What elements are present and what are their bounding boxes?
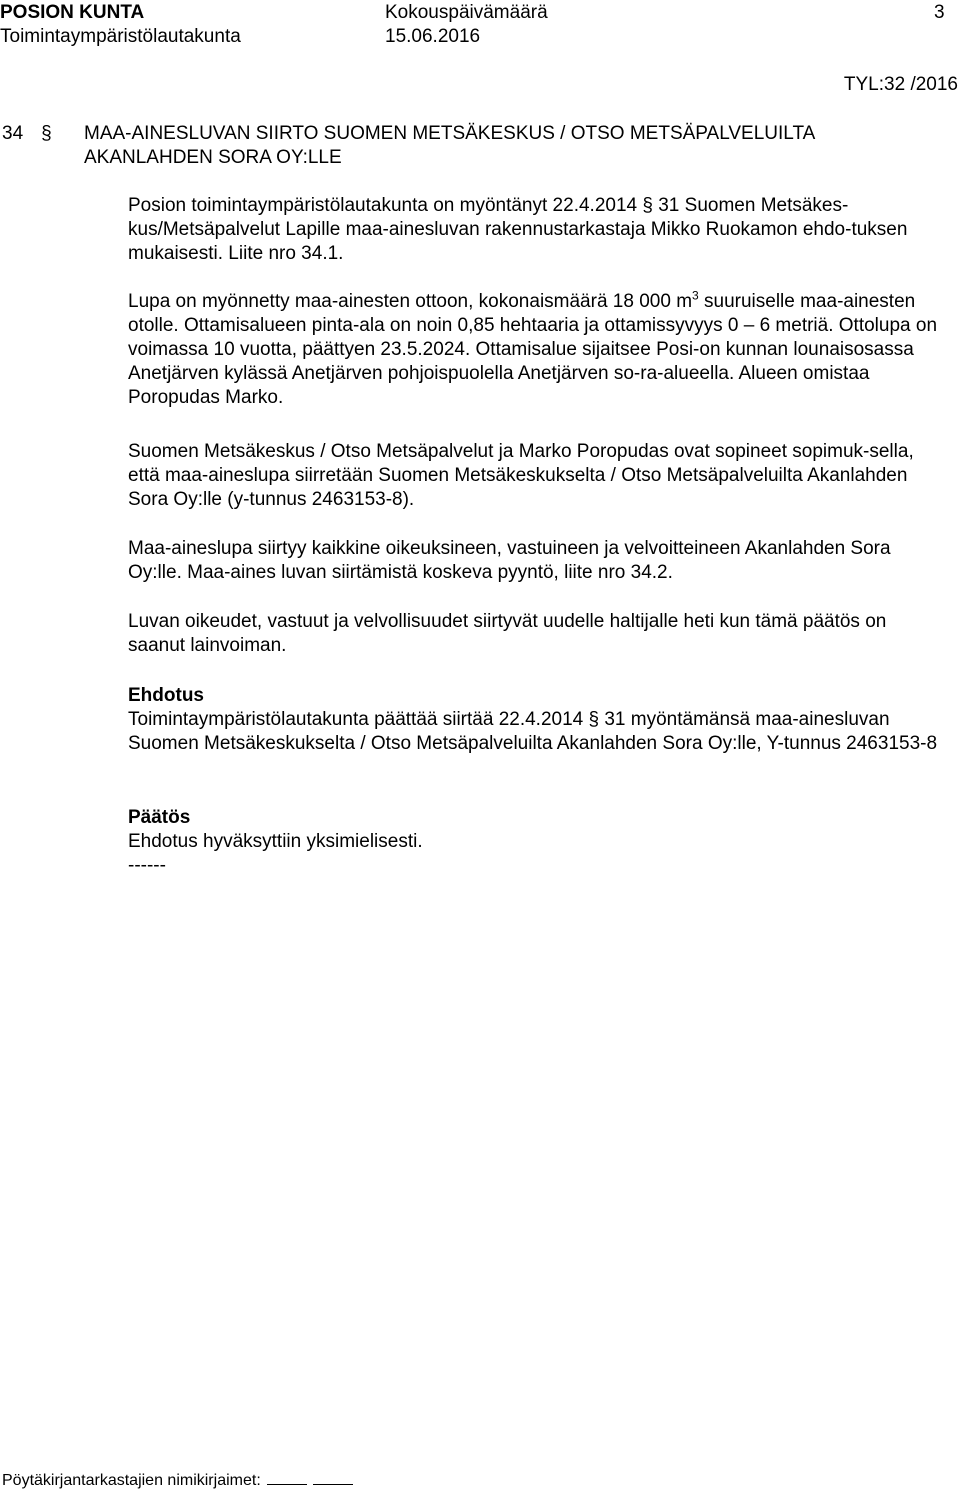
- proposal-section: [128, 684, 948, 756]
- proposal-heading: Ehdotus: [128, 685, 204, 706]
- decision-section: [128, 806, 948, 878]
- proposal-text: Toimintaympäristölautakunta päättää siirtää 22.4.2014 § 31 myöntämänsä maa-ainesluvan Suomen Metsäkeskukselta / Otso Metsäpalveluilta Akanlahden Sora Oy:lle, Y-tunnus 2463153-8: [128, 709, 938, 754]
- decision-heading: Päätös: [128, 807, 191, 828]
- paragraph-1: Posion toimintaympäristölautakunta on myöntänyt 22.4.2014 § 31 Suomen Metsäkes-kus/Metsäpalvelut Lapille maa-ainesluvan rakennustarkastaja Mikko Ruokamon ehdo-tuksen mukaisesti. Liite nro 34.1.: [128, 195, 908, 264]
- date-label: Kokouspäivämäärä: [385, 2, 548, 23]
- section-symbol: §: [41, 123, 52, 144]
- paragraph-3: Suomen Metsäkeskus / Otso Metsäpalvelut ja Marko Poropudas ovat sopineet sopimuk-sella, että maa-aineslupa siirretään Suomen Metsäkeskukselta / Otso Metsäpalveluilta Akanlahden Sora Oy:lle (y-tunnus 2463153-8).: [128, 441, 914, 510]
- paragraph-5: Luvan oikeudet, vastuut ja velvollisuudet siirtyvät uudelle haltijalle heti kun tämä päätös on saanut lainvoiman.: [128, 611, 887, 656]
- signature-line-1: [267, 1470, 307, 1485]
- board-name: Toimintaympäristölautakunta: [0, 26, 241, 47]
- reference-number: TYL:32 /2016: [843, 74, 958, 95]
- section-number: 34 §: [2, 123, 52, 144]
- paragraph-4: Maa-aineslupa siirtyy kaikkine oikeuksineen, vastuineen ja velvoitteineen Akanlahden Sora Oy:lle. Maa-aines luvan siirtämistä koskeva pyyntö, liite nro 34.2.: [128, 538, 891, 583]
- paragraph-2: Lupa on myönnetty maa-ainesten ottoon, kokonaismäärä 18 000 $m^3$ suuruiselle maa-ainesten otolle. Ottamisalueen pinta-ala on noin 0,85 hehtaaria ja ottamissyvyys 0 – 6 metriä. Ottolupa on voimassa 10 vuotta, päättyen 23.5.2024. Ottamisalue sijaitsee Posi-on kunnan lounaisosassa Anetjärven kylässä Anetjärven pohjoispuolella Anetjärven so-ra-alueella. Alueen omistaa Poropudas Marko.: [128, 288, 938, 408]
- separator: ------: [128, 855, 166, 876]
- section-title-line1: MAA-AINESLUVAN SIIRTO SUOMEN METSÄKESKUS / OTSO METSÄPALVELUILTA: [84, 123, 816, 144]
- signature-footer: Pöytäkirjantarkastajien nimikirjaimet:: [2, 1470, 353, 1491]
- signature-line-2: [313, 1470, 353, 1485]
- org-name: POSION KUNTA: [0, 2, 145, 23]
- meeting-date: 15.06.2016: [385, 26, 481, 47]
- section-title-line2: AKANLAHDEN SORA OY:LLE: [84, 147, 342, 168]
- page-number: 3: [934, 2, 945, 23]
- decision-text: Ehdotus hyväksyttiin yksimielisesti.: [128, 831, 423, 852]
